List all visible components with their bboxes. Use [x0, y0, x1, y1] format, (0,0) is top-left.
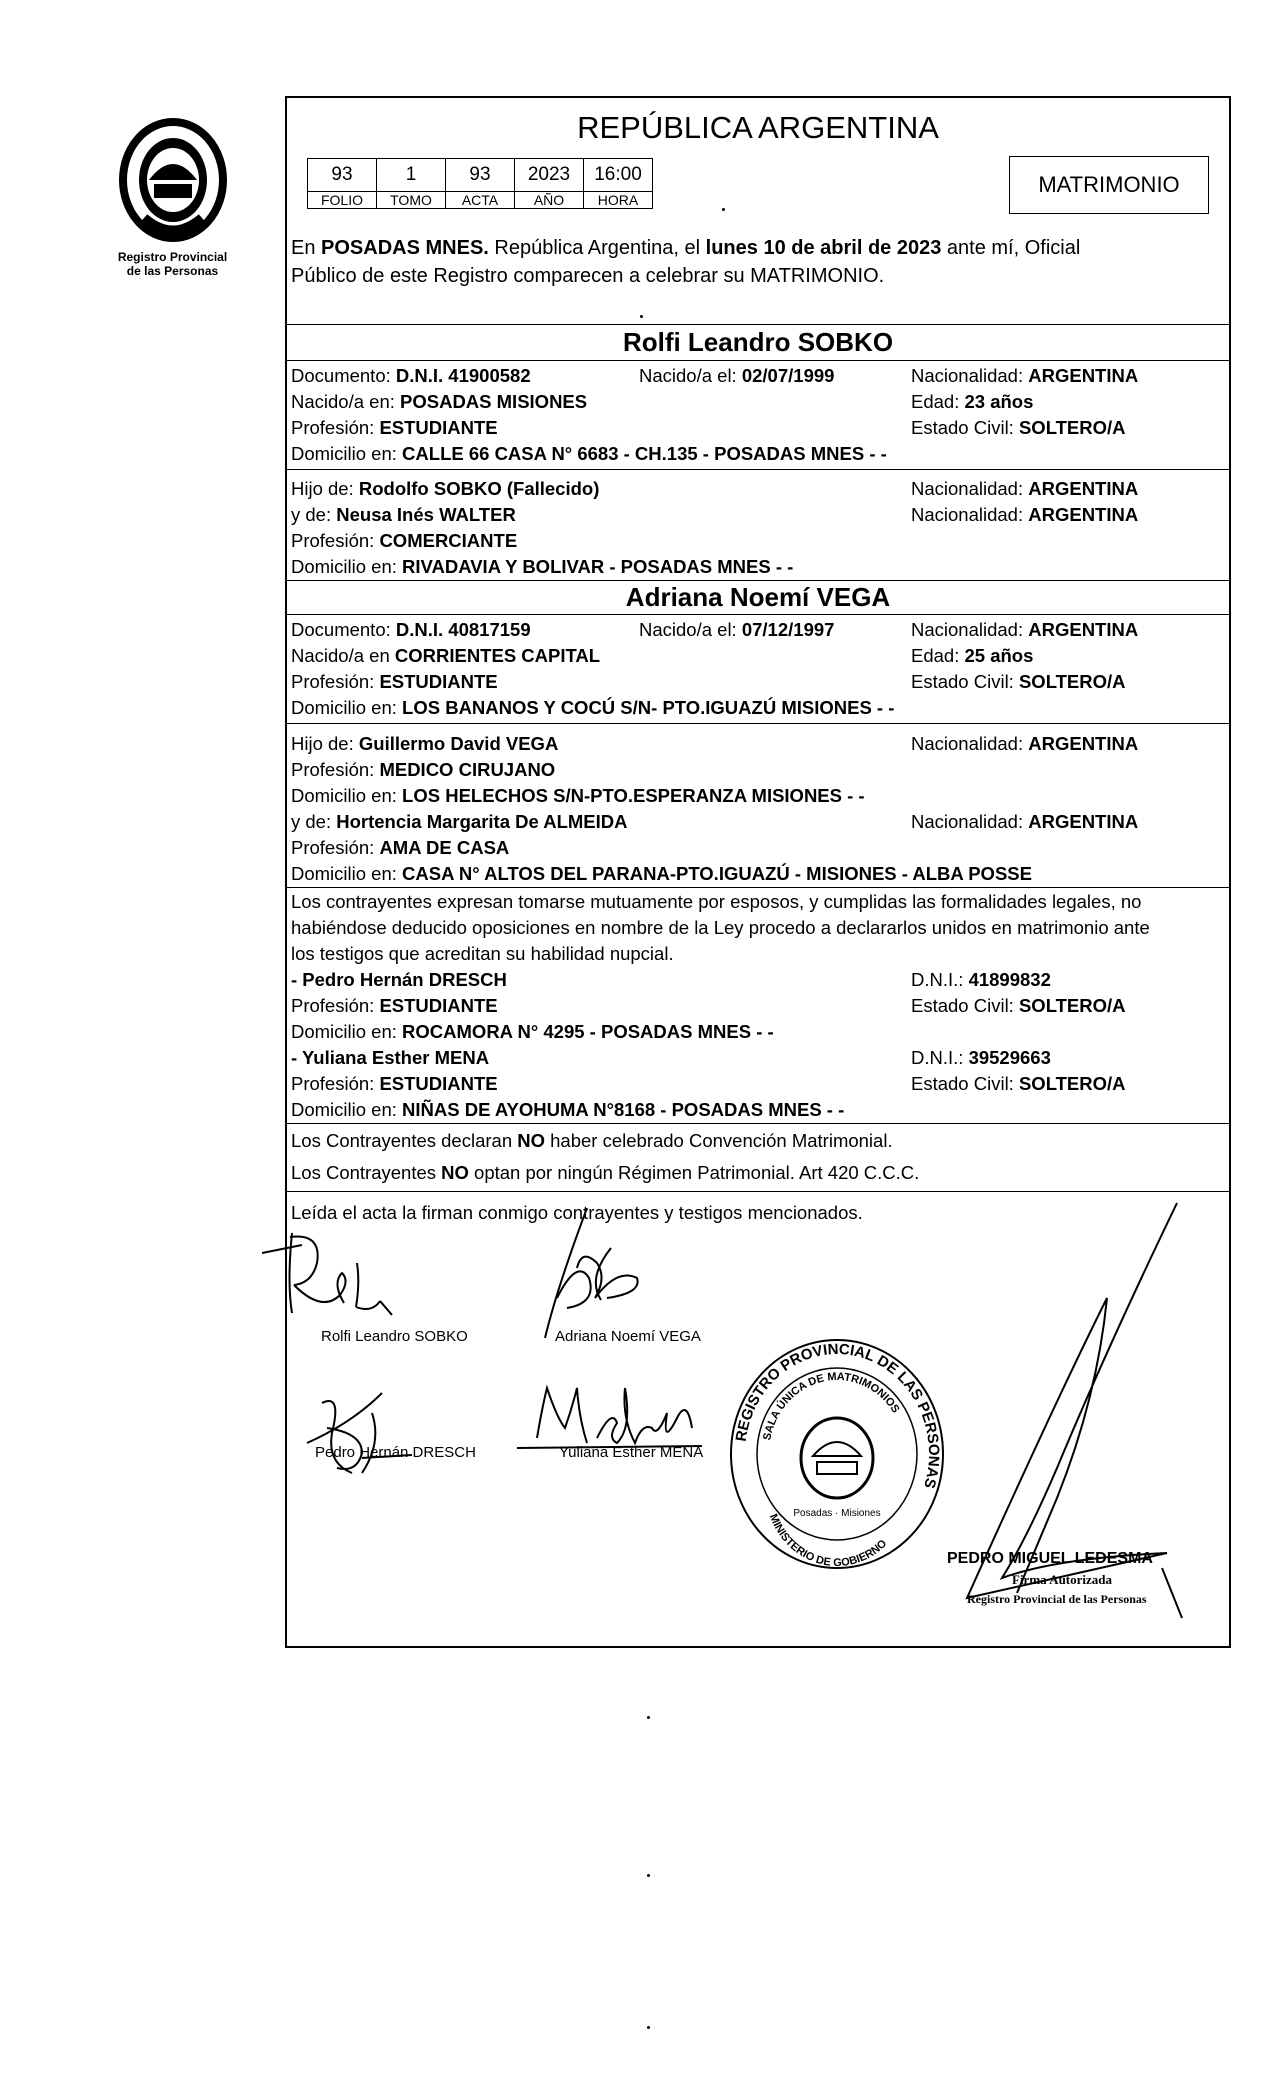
- signature-witness-2: [517, 1368, 707, 1478]
- ceremony-paragraph: [291, 889, 1225, 967]
- groom-birthdate: 02/07/1999: [741, 365, 835, 386]
- agreement-1: [291, 1128, 1225, 1154]
- field-label: Nacido/a en:: [291, 391, 401, 412]
- stamp-place: Posadas · Misiones: [793, 1508, 881, 1519]
- intro-date: lunes 10 de abril de 2023: [705, 237, 942, 259]
- witness-1-address: ROCAMORA N° 4295 - POSADAS MNES - -: [402, 1021, 774, 1042]
- witness-1-name-row: [291, 967, 1225, 993]
- clerk-office: Registro Provincial de las Personas: [967, 1592, 1147, 1606]
- witness-1-name: - Pedro Hernán DRESCH: [291, 969, 507, 990]
- registry-logo: [100, 118, 245, 278]
- signature-bride: [527, 1208, 667, 1343]
- field-label: D.N.I.:: [911, 1047, 969, 1068]
- logo-caption: [100, 250, 245, 278]
- intro-city: POSADAS MNES.: [321, 237, 489, 259]
- agreement-no: NO: [517, 1130, 545, 1151]
- groom-row-father: [291, 476, 1225, 502]
- field-label: Hijo de:: [291, 733, 359, 754]
- field-label: Profesión:: [291, 417, 380, 438]
- bride-father-profession: MEDICO CIRUJANO: [379, 759, 556, 780]
- agreement-text: Los Contrayentes: [291, 1162, 442, 1183]
- divider: [287, 580, 1229, 581]
- field-label: Nacionalidad:: [911, 811, 1029, 832]
- print-speck: [640, 315, 643, 318]
- witness-1-civil-status: SOLTERO/A: [1018, 995, 1126, 1016]
- groom-birthplace: POSADAS MISIONES: [400, 391, 588, 412]
- clerk-name: PEDRO MIGUEL LEDESMA: [947, 1550, 1153, 1567]
- groom-row-place: [291, 389, 1225, 415]
- intro-line2: Público de este Registro comparecen a celebrar su MATRIMONIO.: [291, 265, 885, 287]
- groom-father-nationality: ARGENTINA: [1028, 478, 1139, 499]
- bride-row-father-addr: [291, 783, 1225, 809]
- bride-name: Adriana Noemí VEGA: [625, 582, 891, 612]
- agreement-no: NO: [441, 1162, 469, 1183]
- closing-text: Leída el acta la firman conmigo contrayentes y testigos mencionados.: [291, 1202, 863, 1223]
- witness-2-civil-status: SOLTERO/A: [1018, 1073, 1126, 1094]
- field-label: Nacionalidad:: [911, 504, 1029, 525]
- field-label: Domicilio en:: [291, 1099, 403, 1120]
- tomo-label: TOMO: [377, 192, 446, 209]
- field-label: Estado Civil:: [911, 995, 1019, 1016]
- groom-parent-profession: COMERCIANTE: [379, 530, 518, 551]
- field-label: Nacido/a el:: [639, 365, 742, 386]
- groom-address: CALLE 66 CASA N° 6683 - CH.135 - POSADAS MNES - -: [402, 443, 887, 464]
- field-label: Profesión:: [291, 671, 380, 692]
- witness-2-profession: ESTUDIANTE: [379, 1073, 498, 1094]
- field-label: Estado Civil:: [911, 671, 1019, 692]
- logo-caption-line2: de las Personas: [126, 264, 219, 278]
- bride-mother: Hortencia Margarita De ALMEIDA: [336, 811, 628, 832]
- bride-row-father: [291, 731, 1225, 757]
- agreement-text: haber celebrado Convención Matrimonial.: [545, 1130, 893, 1151]
- signature-groom: [262, 1223, 432, 1333]
- groom-row-doc: [291, 363, 1225, 389]
- folio-value: 93: [308, 159, 377, 192]
- page-title: REPÚBLICA ARGENTINA: [577, 110, 939, 145]
- certificate-frame: [285, 96, 1231, 1648]
- stamp-inner-text: SALA ÚNICA DE MATRIMONIOS: [761, 1370, 902, 1442]
- witness-2-address: NIÑAS DE AYOHUMA N°8168 - POSADAS MNES - -: [402, 1099, 845, 1120]
- ceremony-line: los testigos que acreditan su habilidad nupcial.: [291, 943, 674, 964]
- field-label: D.N.I.:: [911, 969, 969, 990]
- field-label: Domicilio en:: [291, 785, 403, 806]
- groom-name: Rolfi Leandro SOBKO: [622, 327, 894, 357]
- stamp-ring-text: REGISTRO PROVINCIAL DE LAS PERSONAS: [732, 1340, 943, 1491]
- acta-label: ACTA: [446, 192, 515, 209]
- acta-value: 93: [446, 159, 515, 192]
- bride-birthplace: CORRIENTES CAPITAL: [394, 645, 601, 666]
- print-speck: [647, 1874, 650, 1877]
- field-label: Domicilio en:: [291, 863, 403, 884]
- field-label: Profesión:: [291, 759, 380, 780]
- print-speck: [647, 1716, 650, 1719]
- groom-father: Rodolfo SOBKO (Fallecido): [358, 478, 600, 499]
- tomo-value: 1: [377, 159, 446, 192]
- witness-1-dni: 41899832: [968, 969, 1051, 990]
- bride-civil-status: SOLTERO/A: [1018, 671, 1126, 692]
- print-speck: [647, 2026, 650, 2029]
- witness-2-name-row: [291, 1045, 1225, 1071]
- witness-2-addr-row: [291, 1097, 1225, 1123]
- field-label: Nacido/a el:: [639, 619, 742, 640]
- groom-parent-address: RIVADAVIA Y BOLIVAR - POSADAS MNES - -: [402, 556, 794, 577]
- province-seal-icon: [114, 118, 232, 246]
- svg-text:MINISTERIO DE GOBIERNO: [767, 1512, 890, 1569]
- groom-row-mother: [291, 502, 1225, 528]
- field-label: y de:: [291, 504, 337, 525]
- signature-witness-2-label: Yuliana Esther MENA: [559, 1444, 704, 1461]
- field-label: Nacionalidad:: [911, 733, 1029, 754]
- intro-paragraph: [291, 234, 1227, 290]
- field-label: Domicilio en:: [291, 556, 403, 577]
- groom-row-parent-addr: [291, 554, 1225, 580]
- field-label: Estado Civil:: [911, 1073, 1019, 1094]
- field-label: Domicilio en:: [291, 1021, 403, 1042]
- bride-row-mother-prof: [291, 835, 1225, 861]
- bride-father: Guillermo David VEGA: [358, 733, 559, 754]
- field-label: Profesión:: [291, 837, 380, 858]
- divider: [287, 324, 1229, 325]
- record-type-box: MATRIMONIO: [1009, 156, 1209, 214]
- bride-row-addr: [291, 695, 1225, 721]
- groom-row-addr: [291, 441, 1225, 467]
- signature-groom-label: Rolfi Leandro SOBKO: [321, 1328, 468, 1345]
- intro-text: En: [291, 237, 322, 259]
- logo-caption-line1: Registro Provincial: [117, 250, 228, 264]
- hora-value: 16:00: [584, 159, 653, 192]
- groom-row-parent-prof: [291, 528, 1225, 554]
- print-speck: [722, 208, 725, 211]
- bride-row-place: [291, 643, 1225, 669]
- field-label: Nacionalidad:: [911, 365, 1029, 386]
- field-label: Edad:: [911, 645, 965, 666]
- field-label: Hijo de:: [291, 478, 359, 499]
- field-label: Profesión:: [291, 995, 380, 1016]
- bride-birthdate: 07/12/1997: [741, 619, 835, 640]
- bride-row-mother-addr: [291, 861, 1225, 887]
- folio-label: FOLIO: [308, 192, 377, 209]
- divider: [287, 1123, 1229, 1124]
- signature-bride-label: Adriana Noemí VEGA: [555, 1328, 701, 1345]
- field-label: Profesión:: [291, 1073, 380, 1094]
- divider: [287, 887, 1229, 888]
- ceremony-line: Los contrayentes expresan tomarse mutuamente por esposos, y cumplidas las formalidades legales, no: [291, 891, 1142, 912]
- groom-mother-nationality: ARGENTINA: [1028, 504, 1139, 525]
- divider: [287, 360, 1229, 361]
- bride-row-doc: [291, 617, 1225, 643]
- witness-2-prof-row: [291, 1071, 1225, 1097]
- signature-witness-1: [302, 1383, 422, 1478]
- bride-row-prof: [291, 669, 1225, 695]
- divider: [287, 723, 1229, 724]
- divider: [287, 469, 1229, 470]
- witness-2-name: - Yuliana Esther MENA: [291, 1047, 490, 1068]
- groom-doc: D.N.I. 41900582: [395, 365, 531, 386]
- groom-row-prof: [291, 415, 1225, 441]
- field-label: Nacido/a en: [291, 645, 395, 666]
- groom-mother: Neusa Inés WALTER: [336, 504, 516, 525]
- witness-1-addr-row: [291, 1019, 1225, 1045]
- bride-father-nationality: ARGENTINA: [1028, 733, 1139, 754]
- agreement-text: Los Contrayentes declaran: [291, 1130, 518, 1151]
- field-label: Estado Civil:: [911, 417, 1019, 438]
- intro-text: ante mí, Oficial: [941, 237, 1081, 259]
- bride-doc: D.N.I. 40817159: [395, 619, 531, 640]
- field-label: Nacionalidad:: [911, 619, 1029, 640]
- bride-mother-address: CASA N° ALTOS DEL PARANA-PTO.IGUAZÚ - MISIONES - ALBA POSSE: [402, 863, 1032, 884]
- witness-1-profession: ESTUDIANTE: [379, 995, 498, 1016]
- bride-profession: ESTUDIANTE: [379, 671, 498, 692]
- bride-mother-profession: AMA DE CASA: [379, 837, 510, 858]
- field-label: Edad:: [911, 391, 965, 412]
- field-label: Profesión:: [291, 530, 380, 551]
- groom-civil-status: SOLTERO/A: [1018, 417, 1126, 438]
- field-label: Domicilio en:: [291, 443, 403, 464]
- field-label: Documento:: [291, 365, 396, 386]
- witness-1-prof-row: [291, 993, 1225, 1019]
- bride-row-father-prof: [291, 757, 1225, 783]
- record-meta-table: [307, 158, 653, 209]
- witness-2-dni: 39529663: [968, 1047, 1051, 1068]
- stamp-bottom-text: MINISTERIO DE GOBIERNO: [766, 1512, 890, 1570]
- bride-nationality: ARGENTINA: [1028, 619, 1139, 640]
- field-label: Documento:: [291, 619, 396, 640]
- agreement-2: [291, 1160, 1225, 1186]
- bride-age: 25 años: [964, 645, 1034, 666]
- bride-row-mother: [291, 809, 1225, 835]
- groom-age: 23 años: [964, 391, 1034, 412]
- anio-value: 2023: [515, 159, 584, 192]
- agreement-text: optan por ningún Régimen Patrimonial. Art 420 C.C.C.: [468, 1162, 920, 1183]
- clerk-role: Firma Autorizada: [1012, 1572, 1113, 1587]
- anio-label: AÑO: [515, 192, 584, 209]
- groom-profession: ESTUDIANTE: [379, 417, 498, 438]
- divider: [287, 1191, 1229, 1192]
- bride-father-address: LOS HELECHOS S/N-PTO.ESPERANZA MISIONES - -: [402, 785, 865, 806]
- groom-nationality: ARGENTINA: [1028, 365, 1139, 386]
- field-label: Nacionalidad:: [911, 478, 1029, 499]
- field-label: Domicilio en:: [291, 697, 403, 718]
- field-label: y de:: [291, 811, 337, 832]
- bride-address: LOS BANANOS Y COCÚ S/N- PTO.IGUAZÚ MISIONES - -: [402, 697, 895, 718]
- bride-mother-nationality: ARGENTINA: [1028, 811, 1139, 832]
- hora-label: HORA: [584, 192, 653, 209]
- ceremony-line: habiéndose deducido oposiciones en nombre de la Ley procedo a declararlos unidos en matrimonio ante: [291, 917, 1150, 938]
- signature-witness-1-label: Pedro Hernán DRESCH: [315, 1444, 476, 1461]
- intro-text: República Argentina, el: [488, 237, 706, 259]
- divider: [287, 614, 1229, 615]
